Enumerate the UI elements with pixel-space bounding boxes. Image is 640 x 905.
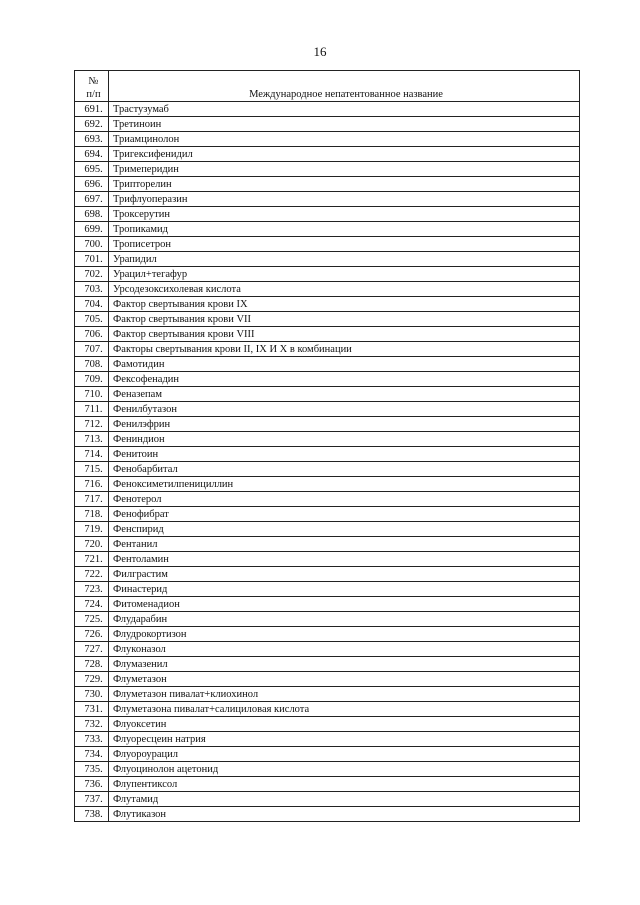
drug-name: Фактор свертывания крови VII	[109, 312, 580, 327]
row-number: 725.	[75, 612, 109, 627]
drug-name: Фамотидин	[109, 357, 580, 372]
table-row	[75, 462, 580, 477]
table-row	[75, 672, 580, 687]
row-number: 733.	[75, 732, 109, 747]
table-row	[75, 747, 580, 762]
table-row	[75, 762, 580, 777]
row-number: 705.	[75, 312, 109, 327]
table-row	[75, 297, 580, 312]
row-number: 732.	[75, 717, 109, 732]
row-number: 710.	[75, 387, 109, 402]
table-row	[75, 777, 580, 792]
drug-name: Флуметазона пивалат+салициловая кислота	[109, 702, 580, 717]
drug-name: Финастерид	[109, 582, 580, 597]
row-number: 712.	[75, 417, 109, 432]
row-number: 696.	[75, 177, 109, 192]
drug-name: Фитоменадион	[109, 597, 580, 612]
drug-name: Флуоксетин	[109, 717, 580, 732]
row-number: 691.	[75, 102, 109, 117]
row-number: 735.	[75, 762, 109, 777]
table-row	[75, 162, 580, 177]
drug-name: Флударабин	[109, 612, 580, 627]
table-row	[75, 732, 580, 747]
table-row	[75, 372, 580, 387]
table-row	[75, 642, 580, 657]
table-row	[75, 507, 580, 522]
row-number: 727.	[75, 642, 109, 657]
table-row	[75, 282, 580, 297]
table-row	[75, 147, 580, 162]
drug-name: Филграстим	[109, 567, 580, 582]
row-number: 731.	[75, 702, 109, 717]
drug-name: Фенобарбитал	[109, 462, 580, 477]
table-row	[75, 522, 580, 537]
row-number: 699.	[75, 222, 109, 237]
drug-name: Флумазенил	[109, 657, 580, 672]
table-header-row	[75, 71, 580, 102]
drug-name: Триамцинолон	[109, 132, 580, 147]
drug-name: Фентанил	[109, 537, 580, 552]
table-row	[75, 207, 580, 222]
row-number: 729.	[75, 672, 109, 687]
row-number: 704.	[75, 297, 109, 312]
row-number: 734.	[75, 747, 109, 762]
table-row	[75, 477, 580, 492]
drug-name: Феназепам	[109, 387, 580, 402]
table-row	[75, 492, 580, 507]
table-row	[75, 102, 580, 117]
drug-name: Фениндион	[109, 432, 580, 447]
table-row	[75, 717, 580, 732]
table-row	[75, 237, 580, 252]
row-number: 694.	[75, 147, 109, 162]
table-row	[75, 312, 580, 327]
row-number: 698.	[75, 207, 109, 222]
drug-name: Флуметазон пивалат+клиохинол	[109, 687, 580, 702]
drug-name: Фенилбутазон	[109, 402, 580, 417]
drug-name: Флуконазол	[109, 642, 580, 657]
drug-name: Урацил+тегафур	[109, 267, 580, 282]
drug-name: Флуоресцеин натрия	[109, 732, 580, 747]
drug-name: Тригексифенидил	[109, 147, 580, 162]
row-number: 722.	[75, 567, 109, 582]
row-number: 708.	[75, 357, 109, 372]
drug-name: Фексофенадин	[109, 372, 580, 387]
drug-name: Фактор свертывания крови VIII	[109, 327, 580, 342]
row-number: 738.	[75, 807, 109, 822]
row-number: 714.	[75, 447, 109, 462]
row-number: 703.	[75, 282, 109, 297]
table-row	[75, 687, 580, 702]
drug-table	[74, 70, 580, 822]
row-number: 700.	[75, 237, 109, 252]
row-number: 730.	[75, 687, 109, 702]
table-row	[75, 327, 580, 342]
table-row	[75, 582, 580, 597]
drug-name: Фенотерол	[109, 492, 580, 507]
table-row	[75, 402, 580, 417]
drug-name: Флуоцинолон ацетонид	[109, 762, 580, 777]
table-row	[75, 357, 580, 372]
table-row	[75, 627, 580, 642]
drug-name: Трописетрон	[109, 237, 580, 252]
header-number-symbol: №	[88, 76, 99, 87]
table-row	[75, 657, 580, 672]
drug-name: Тропикамид	[109, 222, 580, 237]
row-number: 717.	[75, 492, 109, 507]
row-number: 728.	[75, 657, 109, 672]
table-row	[75, 192, 580, 207]
drug-name: Фактор свертывания крови IX	[109, 297, 580, 312]
drug-name: Фенилэфрин	[109, 417, 580, 432]
page-number: 16	[313, 44, 327, 59]
row-number: 737.	[75, 792, 109, 807]
row-number: 706.	[75, 327, 109, 342]
row-number: 736.	[75, 777, 109, 792]
row-number: 723.	[75, 582, 109, 597]
drug-name: Урапидил	[109, 252, 580, 267]
drug-name: Флуметазон	[109, 672, 580, 687]
drug-name: Феноксиметилпенициллин	[109, 477, 580, 492]
drug-name: Флутамид	[109, 792, 580, 807]
drug-name: Фенспирид	[109, 522, 580, 537]
drug-name: Фентоламин	[109, 552, 580, 567]
row-number: 721.	[75, 552, 109, 567]
table-row	[75, 567, 580, 582]
table-row	[75, 702, 580, 717]
header-number	[75, 71, 109, 102]
drug-name: Фенофибрат	[109, 507, 580, 522]
drug-name: Фенитоин	[109, 447, 580, 462]
drug-name: Третиноин	[109, 117, 580, 132]
row-number: 697.	[75, 192, 109, 207]
row-number: 726.	[75, 627, 109, 642]
row-number: 692.	[75, 117, 109, 132]
row-number: 701.	[75, 252, 109, 267]
table-row	[75, 387, 580, 402]
table-row	[75, 807, 580, 822]
header-name: Международное непатентованное название	[109, 71, 580, 102]
drug-name: Тримеперидин	[109, 162, 580, 177]
row-number: 707.	[75, 342, 109, 357]
drug-name: Троксерутин	[109, 207, 580, 222]
table-row	[75, 222, 580, 237]
table-row	[75, 417, 580, 432]
table-row	[75, 132, 580, 147]
row-number: 702.	[75, 267, 109, 282]
table-row	[75, 117, 580, 132]
row-number: 724.	[75, 597, 109, 612]
row-number: 713.	[75, 432, 109, 447]
row-number: 720.	[75, 537, 109, 552]
row-number: 715.	[75, 462, 109, 477]
table-row	[75, 342, 580, 357]
table-row	[75, 447, 580, 462]
drug-name: Флудрокортизон	[109, 627, 580, 642]
table-row	[75, 177, 580, 192]
table-row	[75, 612, 580, 627]
drug-name: Трипторелин	[109, 177, 580, 192]
drug-name: Флутиказон	[109, 807, 580, 822]
row-number: 718.	[75, 507, 109, 522]
drug-name: Урсодезоксихолевая кислота	[109, 282, 580, 297]
row-number: 693.	[75, 132, 109, 147]
drug-name: Флупентиксол	[109, 777, 580, 792]
header-number-abbrev: п/п	[86, 89, 101, 100]
drug-name: Трифлуоперазин	[109, 192, 580, 207]
table-row	[75, 792, 580, 807]
table-row	[75, 537, 580, 552]
row-number: 709.	[75, 372, 109, 387]
table-row	[75, 597, 580, 612]
table-row	[75, 267, 580, 282]
row-number: 695.	[75, 162, 109, 177]
row-number: 719.	[75, 522, 109, 537]
drug-name: Трастузумаб	[109, 102, 580, 117]
table-row	[75, 432, 580, 447]
table-row	[75, 252, 580, 267]
row-number: 716.	[75, 477, 109, 492]
drug-name: Факторы свертывания крови II, IX И X в комбинации	[109, 342, 580, 357]
drug-name: Флуороурацил	[109, 747, 580, 762]
table-row	[75, 552, 580, 567]
row-number: 711.	[75, 402, 109, 417]
